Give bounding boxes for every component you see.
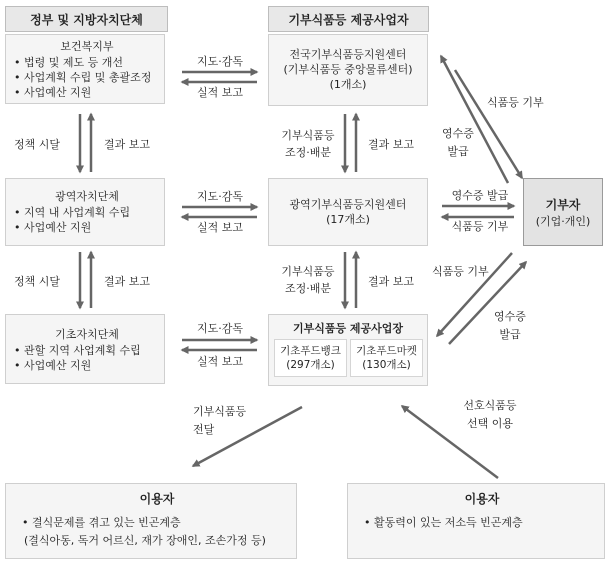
label-receipt-national-line1: 영수증 — [442, 127, 474, 140]
header-government — [5, 6, 168, 32]
label-receipt-regional: 영수증 발급 — [451, 189, 509, 202]
label-donate-national: 식품등 기부 — [487, 96, 544, 109]
label-policy-1: 정책 시달 — [14, 138, 61, 151]
food-bank-count: (297개소) — [286, 359, 335, 371]
basic-gov-item: • 사업예산 지원 — [24, 358, 164, 373]
label-receipt-national-line2: 발급 — [447, 145, 469, 158]
label-supervise-2: 지도·감독 — [196, 190, 243, 203]
donor-sub: (기업·개인) — [535, 215, 591, 228]
label-deliver-line2: 전달 — [193, 423, 215, 436]
label-supervise-1: 지도·감독 — [196, 55, 243, 68]
national-center-sub: (기부식품등 중앙물류센터) — [283, 63, 413, 76]
label-allocate-1 — [276, 128, 340, 160]
food-market-name: 기초푸드마켓 — [356, 345, 417, 357]
basic-gov-title: 기초자치단체 — [55, 328, 119, 341]
header-providers-label: 기부식품등 제공사업자 — [288, 12, 409, 27]
users-right-title: 이용자 — [464, 492, 500, 506]
label-select — [456, 398, 524, 431]
label-receipt-sites — [488, 309, 532, 342]
box-regional-gov — [5, 178, 165, 246]
users-left-title: 이용자 — [139, 492, 175, 506]
label-deliver-line1: 기부식품등 — [193, 405, 247, 418]
basic-gov-item: • 관할 지역 사업계획 수립 — [24, 343, 164, 358]
label-receipt-sites-line1: 영수증 — [494, 310, 526, 323]
users-left-item: • 결식문제를 겪고 있는 빈곤계층 — [32, 515, 296, 530]
label-result-1: 결과 보고 — [104, 138, 151, 151]
label-donate-sites: 식품등 기부 — [432, 265, 489, 278]
box-users-left — [5, 483, 297, 559]
national-center-count: (1개소) — [329, 78, 367, 91]
label-supervise-3: 지도·감독 — [196, 322, 243, 335]
users-right-item: • 활동력이 있는 저소득 빈곤계층 — [374, 515, 604, 530]
regional-center-count: (17개소) — [326, 213, 370, 226]
label-deliver — [193, 404, 246, 437]
sites-title: 기부식품등 제공사업장 — [292, 322, 404, 335]
header-government-label: 정부 및 지방자치단체 — [30, 12, 143, 27]
arrow-receipt-national — [441, 56, 508, 183]
label-select-line2: 선택 이용 — [466, 417, 513, 430]
box-users-right — [347, 483, 605, 559]
label-allocate-2-line2: 조정·배분 — [284, 282, 331, 295]
label-report-3: 실적 보고 — [196, 355, 243, 368]
box-basic-gov — [5, 314, 165, 384]
box-food-market — [350, 339, 423, 377]
food-market-count: (130개소) — [362, 359, 411, 371]
label-allocate-2-line1: 기부식품등 — [281, 265, 335, 278]
header-providers — [268, 6, 429, 32]
box-national-center — [268, 34, 428, 106]
label-allocate-1-line1: 기부식품등 — [281, 129, 335, 142]
label-policy-2: 정책 시달 — [14, 275, 61, 288]
label-provider-result-2: 결과 보고 — [368, 275, 415, 288]
box-mohw — [5, 34, 165, 104]
label-receipt-national — [436, 126, 480, 159]
mohw-item: • 사업계획 수립 및 총괄조정 — [24, 70, 164, 85]
donor-title: 기부자 — [545, 198, 581, 212]
label-receipt-sites-line2: 발급 — [499, 328, 521, 341]
mohw-item: • 법령 및 제도 등 개선 — [24, 55, 164, 70]
box-donor — [523, 178, 603, 246]
arrow-donate-national — [455, 70, 522, 178]
label-donate-regional: 식품등 기부 — [451, 220, 509, 233]
users-left-detail: (결식아동, 독거 어르신, 재가 장애인, 조손가정 등) — [24, 534, 266, 547]
label-select-line1: 선호식품등 — [463, 399, 517, 412]
regional-gov-title: 광역자치단체 — [55, 190, 119, 203]
box-food-bank — [274, 339, 347, 377]
label-report-2: 실적 보고 — [196, 221, 243, 234]
regional-gov-item: • 사업예산 지원 — [24, 220, 164, 235]
food-bank-name: 기초푸드뱅크 — [280, 345, 341, 357]
mohw-item: • 사업예산 지원 — [24, 85, 164, 100]
box-regional-center — [268, 178, 428, 246]
label-provider-result-1: 결과 보고 — [368, 138, 415, 151]
label-allocate-1-line2: 조정·배분 — [284, 146, 331, 159]
national-center-name: 전국기부식품등지원센터 — [289, 48, 407, 61]
label-report-1: 실적 보고 — [196, 86, 243, 99]
regional-gov-item: • 지역 내 사업계획 수립 — [24, 205, 164, 220]
regional-center-name: 광역기부식품등지원센터 — [289, 198, 407, 211]
label-result-2: 결과 보고 — [104, 275, 151, 288]
label-allocate-2 — [276, 264, 340, 296]
mohw-title: 보건복지부 — [60, 40, 114, 53]
